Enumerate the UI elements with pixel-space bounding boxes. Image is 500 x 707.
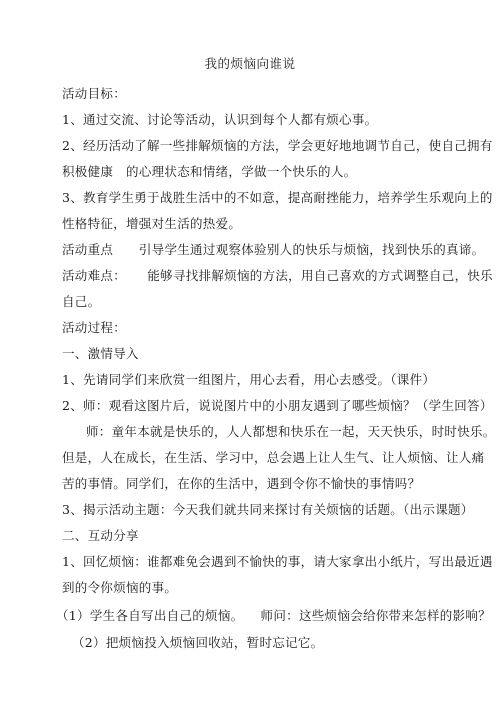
recall-line-1: 1、回忆烦恼：谁都难免会遇到不愉快的事，请大家拿出小纸片，写出最近遇	[62, 554, 493, 569]
recall-line-2: 到的令你烦恼的事。	[62, 580, 178, 595]
section-heading-process: 活动过程：	[62, 320, 127, 335]
part-1-heading: 一、激情导入	[62, 346, 139, 361]
part-2-heading: 二、互动分享	[62, 528, 139, 543]
key-point: 活动重点 引导学生通过观察体验别人的快乐与烦恼，找到快乐的真谛。	[62, 242, 485, 257]
difficulty-line-2: 自己。	[62, 294, 101, 309]
step-2: 2、师：观看这图片后，说说图片中的小朋友遇到了哪些烦恼？（学生回答）	[62, 398, 493, 413]
goal-3-line-1: 3、教育学生勇于战胜生活中的不如意，提高耐挫能力，培养学生乐观向上的	[62, 190, 493, 205]
section-heading-goals: 活动目标：	[62, 86, 127, 101]
substep-1: （1）学生各自写出自己的烦恼。 师问：这些烦恼会给你带来怎样的影响？	[56, 608, 491, 623]
goal-2-line-2: 积极健康 的心理状态和情绪，学做一个快乐的人。	[62, 164, 357, 179]
teacher-speech-line-3: 苦的事情。同学们，在你的生活中，遇到令你不愉快的事情吗？	[62, 476, 421, 491]
teacher-speech-line-2: 但是，人在成长，在生活、学习中，总会遇上让人生气、让人烦恼、让人痛	[62, 450, 485, 465]
difficulty-line-1: 活动难点： 能够寻找排解烦恼的方法，用自己喜欢的方式调整自己，快乐	[62, 268, 493, 283]
step-3: 3、揭示活动主题：今天我们就共同来探讨有关烦恼的话题。（出示课题）	[62, 502, 474, 517]
step-1: 1、先请同学们来欣赏一组图片，用心去看，用心去感受。（课件）	[62, 372, 436, 387]
substep-2: （2）把烦恼投入烦恼回收站，暂时忘记它。	[72, 635, 324, 650]
goal-3-line-2: 性格特征，增强对生活的热爱。	[62, 216, 242, 231]
document-title: 我的烦恼向谁说	[204, 56, 296, 71]
goal-2-line-1: 2、经历活动了解一些排解烦恼的方法，学会更好地地调节自己，使自己拥有	[62, 138, 493, 153]
teacher-speech-line-1: 师：童年本就是快乐的，人人都想和快乐在一起，天天快乐，时时快乐。	[86, 424, 496, 439]
goal-1: 1、通过交流、讨论等活动，认识到每个人都有烦心事。	[62, 112, 378, 127]
